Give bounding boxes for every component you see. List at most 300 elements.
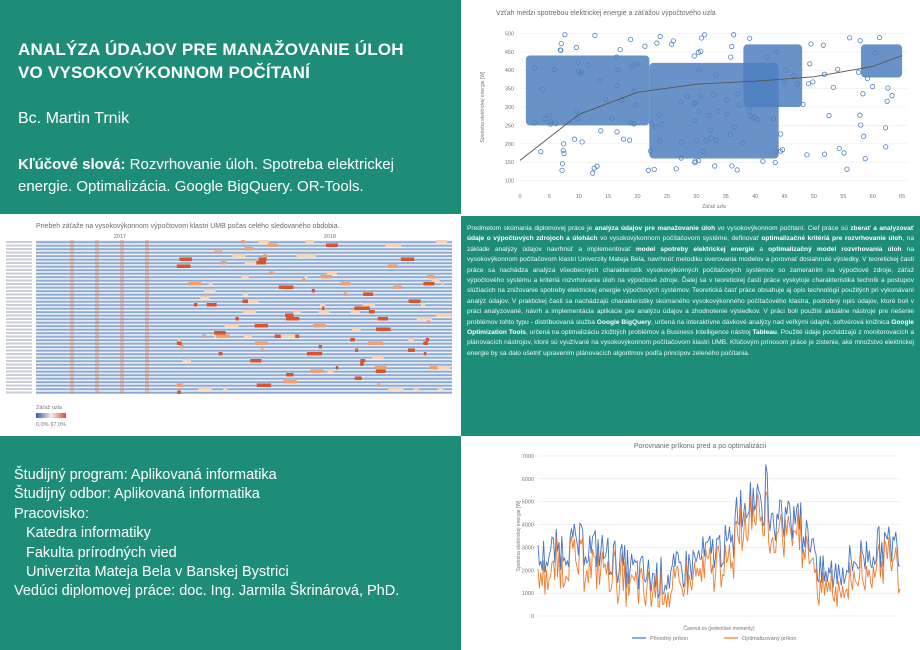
heatmap-cell <box>326 244 338 248</box>
heatmap-cell <box>414 387 419 391</box>
heatmap-row-label <box>6 378 32 380</box>
heatmap-cell <box>281 335 295 339</box>
y-axis-label: Spotreba elektrickej energie [W] <box>516 500 522 572</box>
scatter-point <box>837 146 841 150</box>
year-label: 2017 <box>113 234 127 240</box>
heatmap-cell <box>176 384 182 388</box>
heatmap-cell <box>393 286 401 290</box>
heatmap-cell <box>310 370 323 374</box>
scatter-point <box>728 55 732 59</box>
heatmap-row-label <box>6 322 32 324</box>
heatmap-row-label <box>6 304 32 306</box>
scatter-point <box>842 151 846 155</box>
scatter-point <box>572 137 576 141</box>
y-tick-label: 350 <box>504 86 514 93</box>
heatmap-cell <box>200 296 209 300</box>
heatmap-row-label <box>6 290 32 292</box>
abstract-emphasis: model spotreby elektrickej energie <box>635 245 755 253</box>
heatmap-cell <box>293 310 300 314</box>
heatmap-cell <box>436 240 447 244</box>
study-program: Študijný program: Aplikovaná informatika <box>14 467 277 483</box>
scatter-point <box>858 113 862 117</box>
scatter-point <box>809 42 813 46</box>
scatter-point <box>778 132 782 136</box>
heatmap-row-label <box>6 339 32 341</box>
heatmap-row-label <box>6 360 32 362</box>
line-chart-figure <box>462 436 920 650</box>
heatmap-cell <box>438 387 444 391</box>
scatter-point <box>674 167 678 171</box>
heatmap-cell <box>409 300 421 304</box>
scatter-point <box>886 86 890 90</box>
heatmap-cell <box>177 342 182 346</box>
legend-label-povodny: Pôvodný príkon <box>650 636 689 642</box>
heatmap-cell <box>319 345 322 349</box>
scatter-point <box>643 44 647 48</box>
heatmap-cell <box>275 335 281 339</box>
heatmap-row-label <box>6 273 32 275</box>
heatmap-cell <box>207 303 217 307</box>
scatter-point <box>856 70 860 74</box>
abstract-text <box>467 224 914 359</box>
heatmap-row-label <box>6 353 32 355</box>
heatmap-cell <box>306 240 314 244</box>
scatter-point <box>822 152 826 156</box>
heatmap-row-label <box>6 346 32 348</box>
heatmap-chart <box>0 216 461 436</box>
y-tick-label: 100 <box>504 178 514 185</box>
faculty: Fakulta prírodných vied <box>26 544 177 561</box>
heatmap-row-label <box>6 262 32 264</box>
heatmap-cell <box>263 254 266 258</box>
heatmap-cell <box>432 279 440 283</box>
scatter-chart <box>462 0 920 214</box>
heatmap-cell <box>369 310 375 314</box>
heatmap-cell <box>214 335 216 339</box>
heatmap-cell <box>248 300 258 304</box>
heatmap-row-label <box>6 325 32 327</box>
chart-title: Priebeh záťaže na vysokovýkonnom výpočtovom klastri UMB počas celého sledovaného obdobia. <box>36 223 340 230</box>
scatter-point <box>747 36 751 40</box>
abstract-emphasis: optimalizačné kritériá pre rozvrhovanie úloh <box>761 235 903 243</box>
heatmap-row-label <box>6 269 32 271</box>
scatter-point <box>773 160 777 164</box>
heatmap-cell <box>355 349 358 353</box>
heatmap-cell <box>241 240 245 244</box>
thesis-title <box>18 38 443 84</box>
heatmap-cell <box>423 282 434 286</box>
heatmap-row-label <box>6 241 32 243</box>
x-tick-label: 15 <box>605 194 612 200</box>
heatmap-cell <box>244 335 252 339</box>
y-tick-label: 150 <box>504 160 514 167</box>
y-tick-label: 300 <box>504 105 514 111</box>
abstract-emphasis: optimalizačný model rozvrhovania úloh <box>768 245 902 253</box>
heatmap-cell <box>269 272 274 276</box>
heatmap-row-label <box>6 283 32 285</box>
x-tick-label: 45 <box>781 194 788 200</box>
heatmap-row-label <box>6 388 32 390</box>
scatter-point <box>859 123 863 127</box>
heatmap-cell <box>408 338 413 342</box>
heatmap-row-label <box>6 287 32 289</box>
heatmap-row-label <box>6 343 32 345</box>
heatmap-row-label <box>6 245 32 247</box>
scatter-point <box>562 151 566 155</box>
keywords-label: Kľúčové slová: <box>18 156 126 173</box>
x-tick-label: 20 <box>634 194 641 200</box>
abstract-segment: , určená na optimalizáciu zložitých problémov a Business Intelligence nástroj <box>525 329 753 337</box>
line-chart <box>462 436 920 650</box>
y-tick-label: 200 <box>504 141 514 148</box>
scatter-point <box>877 35 881 39</box>
heatmap-cell <box>245 261 257 265</box>
heatmap-cell <box>312 289 315 293</box>
heatmap-cell <box>258 240 269 244</box>
heatmap-cell <box>378 317 388 321</box>
heatmap-cell <box>430 366 438 370</box>
abstract-segment: vo vysokovýkonnom počítaní. Cieľ práce sú <box>715 225 851 232</box>
heatmap-row-label <box>6 280 32 282</box>
heatmap-cell <box>179 258 191 262</box>
heatmap-cell <box>198 387 212 391</box>
scatter-point <box>655 41 659 45</box>
heatmap-cell <box>286 373 293 377</box>
title-panel <box>0 0 461 214</box>
heatmap-row-label <box>6 367 32 369</box>
series-line-povodny <box>538 464 900 598</box>
scatter-point <box>806 81 810 85</box>
university: Univerzita Mateja Bela v Banskej Bystrici <box>26 564 289 581</box>
abstract-segment: vo vysokovýkonnom počítačovom systéme, definovať <box>597 235 762 243</box>
heatmap-cell <box>424 352 426 356</box>
heatmap-cell <box>250 359 261 363</box>
x-tick-label: 65 <box>899 194 906 200</box>
heatmap-cell <box>376 328 391 332</box>
y-axis-label: Spotreba elektrickej energie [W] <box>480 71 486 143</box>
scatter-point <box>735 168 739 172</box>
y-tick-label: 1000 <box>521 591 534 598</box>
abstract-emphasis: zberať a analyzovať údaje o výpočtových zdrojoch a úlohách <box>467 225 914 243</box>
heatmap-cell <box>255 324 268 328</box>
heatmap-cell <box>322 307 324 311</box>
y-tick-label: 2000 <box>521 568 534 575</box>
scatter-point <box>599 129 603 133</box>
abstract-segment: na vysokovýkonnom počítačovom klastri Univerzity Mateja Bela, navrhnúť metodiku overovania modelov a porovnať dosiahnuté výsledky. V teoretickej časti práce sa nachádza analýza všeobecných charakteristík vysokovýkonných počítačových systémov so zameraním na výpočtové zdroje, záťaž výpočtového systému a kritériá rozvrhovania úloh na výpočtové zdroje. Ďalej sa v teoretickej časti práce vyskytuje charakteristika techník a postupov slúžiacich na znižovanie spotreby elektrickej energie výpočtových systémov. Teoretická časť práce obsahuje aj opis technológií použitých pri vykonávaní analýz údajov. V praktickej časti sa nachádzajú charakteristiky skúmaného vysokovýkonného počítačového klastra, podrobný opis údajov, ktoré boli v práci analyzované, návrh a implementácia aplikácie pre analýzu údajov a zhodnotenie výsledkov. V práci boli použité aktuálne nástroje pre riešenie problémov tohto typu - distribuovaná služba <box>467 245 914 326</box>
scatter-point <box>692 54 696 58</box>
study-field: Študijný odbor: Aplikovaná informatika <box>14 486 260 503</box>
heatmap-row-label <box>6 374 32 376</box>
abstract-panel <box>461 216 920 436</box>
heatmap-cell <box>363 293 373 297</box>
heatmap-row-label <box>6 308 32 310</box>
heatmap-cell <box>442 282 444 286</box>
scatter-point <box>847 36 851 40</box>
scatter-point <box>580 140 584 144</box>
scatter-point <box>730 164 734 168</box>
scatter-point <box>593 33 597 37</box>
heatmap-cell <box>255 261 266 265</box>
scatter-point <box>808 62 812 66</box>
heatmap-cell <box>286 317 299 321</box>
scatter-point <box>890 93 894 97</box>
heatmap-cell <box>401 258 414 262</box>
heatmap-band <box>145 240 149 394</box>
heatmap-cell <box>388 265 398 269</box>
scatter-chart-figure <box>462 0 920 214</box>
scatter-point <box>658 34 662 38</box>
x-tick-label: 30 <box>693 194 700 200</box>
author-name: Bc. Martin Trnik <box>18 110 130 127</box>
heatmap-cell <box>321 275 332 279</box>
abstract-emphasis: Google Optimization Tools <box>467 318 914 337</box>
heatmap-cell <box>417 317 433 321</box>
heatmap-cell <box>427 321 430 325</box>
heatmap-row-label <box>6 252 32 254</box>
heatmap-cell <box>304 275 307 279</box>
heatmap-cell <box>377 384 380 388</box>
heatmap-cell <box>283 380 297 384</box>
heatmap-cell <box>225 324 239 328</box>
abstract-segment: , na základe analýzy údajov navrhnúť a implementovať <box>467 235 914 253</box>
scatter-point <box>574 45 578 49</box>
heatmap-row-label <box>6 332 32 334</box>
heatmap-cell <box>183 359 192 363</box>
x-tick-label: 5 <box>547 194 551 200</box>
x-axis-label: Záťaž uzla <box>702 204 726 210</box>
scatter-point-cluster <box>861 44 902 77</box>
heatmap-cell <box>268 244 278 248</box>
heatmap-row-label <box>6 294 32 296</box>
legend-max-label: 97,0% <box>50 422 66 428</box>
scatter-point-cluster <box>743 44 802 107</box>
scatter-point <box>652 167 656 171</box>
heatmap-cell <box>376 370 386 374</box>
heatmap-figure <box>0 216 461 436</box>
scatter-point <box>861 134 865 138</box>
heatmap-cell <box>368 342 383 346</box>
heatmap-cell <box>355 377 362 381</box>
heatmap-cell <box>209 282 213 286</box>
legend-min-label: 0,0% <box>36 422 49 428</box>
heatmap-cell <box>297 254 310 258</box>
abstract-segment: . Použité údaje pochádzajú z monitorovacích a plánovacích nástrojov, ktoré sú využívané na vysokovýkonnom počítačovom klastri UMB. Kľúčovým prínosom práce je zistenie, aké množstvo elektrickej energie by sa dalo ušetriť upravením plánovacích algoritmov podľa princípov zeleného počítania. <box>467 329 914 357</box>
heatmap-cell <box>243 293 248 297</box>
heatmap-cell <box>232 254 245 258</box>
x-axis-label: Časová os (jednotlivé momenty) <box>683 626 755 632</box>
heatmap-cell <box>215 335 230 339</box>
y-tick-label: 500 <box>504 31 514 38</box>
year-label: 2018 <box>323 234 337 240</box>
scatter-point <box>591 171 595 175</box>
y-tick-label: 400 <box>504 68 514 75</box>
heatmap-cell <box>259 258 267 262</box>
abstract-segment: a <box>754 245 769 253</box>
heatmap-cell <box>318 310 329 314</box>
heatmap-cell <box>302 279 305 283</box>
scatter-point <box>559 41 563 45</box>
y-tick-label: 7000 <box>521 454 534 460</box>
y-tick-label: 4000 <box>521 522 534 529</box>
heatmap-cell <box>177 265 191 269</box>
heatmap-cell <box>279 286 294 290</box>
scatter-point <box>730 44 734 48</box>
heatmap-row-label <box>6 385 32 387</box>
heatmap-cell <box>244 247 253 251</box>
heatmap-cell <box>375 366 387 370</box>
heatmap-row-label <box>6 392 32 394</box>
heatmap-cell <box>214 251 218 255</box>
heatmap-cell <box>235 317 238 321</box>
abstract-emphasis: Google BigQuery <box>596 318 652 326</box>
y-tick-label: 0 <box>530 614 534 620</box>
scatter-point <box>539 149 543 153</box>
abstract-emphasis: Tableau <box>752 329 777 337</box>
heatmap-cell <box>242 275 249 279</box>
heatmap-cell <box>308 254 316 258</box>
scatter-point <box>805 153 809 157</box>
heatmap-cell <box>243 310 256 314</box>
heatmap-row-label <box>6 297 32 299</box>
abstract-emphasis: analýza údajov pre manažovanie úloh <box>594 225 716 232</box>
x-tick-label: 25 <box>663 194 671 200</box>
heatmap-cell <box>388 387 403 391</box>
heatmap-row-label <box>6 318 32 320</box>
scatter-point <box>615 130 619 134</box>
heatmap-cell <box>426 338 429 342</box>
heatmap-cell <box>408 349 415 353</box>
scatter-point <box>858 38 862 42</box>
heatmap-row-label <box>6 248 32 250</box>
scatter-point <box>885 99 889 103</box>
legend-label-optimalizovany: Optimalizovaný príkon <box>742 636 797 642</box>
scatter-point <box>561 148 565 152</box>
heatmap-cell <box>350 338 355 342</box>
scatter-point <box>761 159 765 163</box>
scatter-point <box>713 164 717 168</box>
heatmap-cell <box>257 384 271 388</box>
heatmap-cell <box>341 282 351 286</box>
title-line-1: ANALÝZA ÚDAJOV PRE MANAŽOVANIE ÚLOH <box>18 40 404 59</box>
chart-title: Vzťah medzi spotrebou elektrickej energie a záťažou výpočtového uzla <box>496 10 716 17</box>
heatmap-cell <box>194 303 197 307</box>
heatmap-cell <box>188 282 201 286</box>
heatmap-band <box>95 240 99 394</box>
scatter-point <box>821 43 825 47</box>
heatmap-row-label <box>6 371 32 373</box>
heatmap-cell <box>354 307 369 311</box>
scatter-point <box>863 156 867 160</box>
supervisor: Vedúci diplomovej práce: doc. Ing. Jarmila Škrinárová, PhD. <box>14 583 400 600</box>
heatmap-cell <box>427 275 434 279</box>
scatter-point <box>627 138 631 142</box>
workplace-label: Pracovisko: <box>14 505 89 522</box>
heatmap-cell <box>178 338 180 342</box>
heatmap-row-label <box>6 301 32 303</box>
info-panel <box>0 436 461 650</box>
heatmap-row-label <box>6 315 32 317</box>
chart-title: Porovnanie príkonu pred a po optimalizácii <box>633 443 767 450</box>
heatmap-cell <box>362 303 375 307</box>
y-tick-label: 250 <box>504 123 514 130</box>
heatmap-cell <box>214 331 226 335</box>
heatmap-row-label <box>6 364 32 366</box>
heatmap-cell <box>352 328 361 332</box>
series-line-optimalizovany <box>538 492 900 607</box>
scatter-point <box>628 37 632 41</box>
heatmap-cell <box>242 300 248 304</box>
heatmap-cell <box>255 342 268 346</box>
heatmap-cell <box>285 314 294 318</box>
department: Katedra informatiky <box>26 525 151 542</box>
heatmap-cell <box>360 359 365 363</box>
scatter-point <box>827 113 831 117</box>
heatmap-cell <box>372 356 384 360</box>
legend-title: Záťaž uzla <box>36 405 62 411</box>
heatmap-cell <box>307 352 322 356</box>
heatmap-row-label <box>6 350 32 352</box>
heatmap-cell <box>180 345 184 349</box>
heatmap-cell <box>202 335 205 339</box>
x-tick-label: 60 <box>869 194 876 200</box>
scatter-point <box>646 168 650 172</box>
heatmap-row-label <box>6 311 32 313</box>
heatmap-cell <box>219 352 223 356</box>
heatmap-cell <box>261 349 263 353</box>
heatmap-cell <box>177 391 180 395</box>
title-line-2: VO VYSOKOVÝKONNOM POČÍTANÍ <box>18 63 311 82</box>
y-tick-label: 3000 <box>521 545 534 552</box>
legend-gradient <box>36 413 66 418</box>
heatmap-cell <box>219 251 222 255</box>
keywords-text: Rozvrhovanie úloh. Spotreba elektrickej energie. Optimalizácia. Google BigQuery. OR-Tools. <box>18 156 394 195</box>
heatmap-cell <box>421 303 425 307</box>
heatmap-cell <box>351 310 360 314</box>
heatmap-cell <box>360 363 363 367</box>
x-tick-label: 50 <box>810 194 818 200</box>
x-tick-label: 0 <box>518 194 522 200</box>
heatmap-row-label <box>6 266 32 268</box>
heatmap-cell <box>438 366 451 370</box>
heatmap-cell <box>313 324 326 328</box>
heatmap-band <box>120 240 124 394</box>
x-tick-label: 55 <box>840 194 847 200</box>
y-tick-label: 450 <box>504 49 514 56</box>
heatmap-row-label <box>6 329 32 331</box>
scatter-point <box>883 126 887 130</box>
heatmap-row-label <box>6 259 32 261</box>
heatmap-row-label <box>6 381 32 383</box>
heatmap-cell <box>223 387 227 391</box>
abstract-segment: Predmetom skúmania diplomovej práce je <box>467 225 595 232</box>
scatter-point <box>861 92 865 96</box>
scatter-point <box>618 47 622 51</box>
heatmap-cell <box>327 370 333 374</box>
heatmap-band <box>70 240 74 394</box>
heatmap-row-label <box>6 255 32 257</box>
y-tick-label: 5000 <box>521 499 534 506</box>
scatter-point <box>811 80 815 84</box>
scatter-point <box>621 137 625 141</box>
scatter-point <box>845 167 849 171</box>
scatter-point <box>870 84 874 88</box>
heatmap-cell <box>204 289 216 293</box>
heatmap-cell <box>221 261 227 265</box>
scatter-point <box>884 145 888 149</box>
scatter-point <box>836 67 840 71</box>
heatmap-cell <box>423 342 428 346</box>
x-tick-label: 35 <box>722 194 729 200</box>
